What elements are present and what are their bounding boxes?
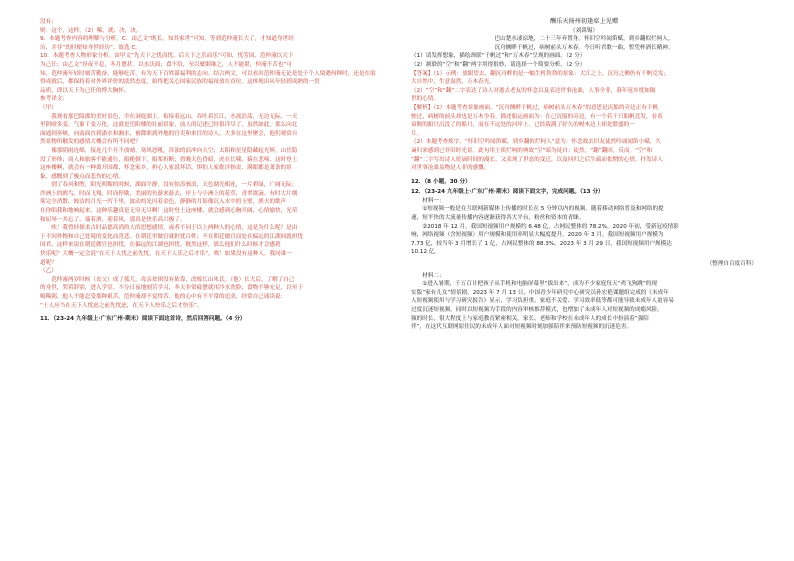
- analysis-line: 衰颓的船只沉没了的船只，而在不远处的河岸上，已经栽满了好久的树木边上却是繁盛的一: [411, 122, 635, 129]
- translation-line: 国君。这样来说在朝廷做官也担忧，在偏远的江湖也担忧。既然这样，那么他们什么时候才会感到: [40, 242, 281, 249]
- source-note: （整理自百度百科）: [706, 261, 757, 268]
- material-line: ①进入暑期，千万百计把孩子从手机和电脑屏幕里“拔出来”，成为不少家庭每天“鸡飞狗跳”的现: [422, 281, 657, 288]
- analysis-line: 驶过，病树的前头却也是万木争春。描述船运画面为：在已沉船的旁边，有一个若干只船帆竞发，看着: [411, 113, 663, 120]
- answer-line: （2）“空”和“翻”二字表达了诗人对逝去老友的怀念以及表达世事沧桑，人事全非，暮年返乡恍如隔: [411, 87, 656, 94]
- translation-line: 在你唱我和地响起来，这种乐趣真是无穷无尽啊！这时登上这座楼，就会感到心胸开阔、心情愉快，光荣: [40, 208, 298, 215]
- translation-line: 于不因外物和自己处境的变化而喜悲。在朝廷里做官就担忧百姓；不在朝廷做官而处在偏远的江湖间就担忧: [40, 233, 303, 240]
- translation-line: 然景物所触发的感情大概会有所不同吧？: [40, 139, 141, 146]
- translation-line: 的身世，哭着辞别，进入学堂。不分日夜地刻苦学习，冬天非常疲惫就用冷水洗脸；食物不够充足，以至于: [40, 285, 303, 292]
- material-line: 过度沉迷短视频。同时以短视频为手段的内容审核推荐模式，也增加了未成年人对短视频的成瘾风险。: [411, 307, 663, 313]
- translation-line: 面通到巫峡，向南面直到潇水和湘水，被降职到外地的官吏和来往的诗人，大多在这里聚会，他们观赏自: [40, 130, 298, 137]
- answer-line: 知，范仲淹年轻时刻苦勤奋，能够吃苦，有为天下百姓谋福利的志向。结合两文，可以看出范仲淹无论是处于个人境遇何种时，还是在取: [40, 70, 376, 77]
- question-item: （2）颔联的“空”和“翻”两字用得很妙，请选择一个简要分析。（2 分）: [411, 61, 586, 68]
- answer-line: 品质，即以天下为己任的博大胸怀。: [40, 87, 130, 94]
- translation-line: 这座楼啊，就会有一种离开国都、怀念家乡，担心人家说坏话、惧怕人家批评指责，满眼都是萧条的景: [40, 165, 292, 172]
- translation-heading: 参考译文：: [40, 96, 68, 103]
- answer-line: 大自然中，生意盎然，万木春光。: [411, 79, 495, 86]
- material-line: ②2018 年 12 月，我国短视频用户规模约 6.48 亿，占网民整体的 78.2%。2020 年初，受新冠疫情影: [422, 223, 679, 230]
- translation-line: 象，感慨到了极点而悲伤的心情。: [40, 173, 124, 180]
- poem-line: 巴山楚水凄凉地，二十三年弃置身。怀旧空吟闻笛赋，到乡翻似烂柯人。: [494, 36, 674, 43]
- answer-line: 10．本题考查人物形象分析。由甲文“先天下之忧而忧，后天下之乐而乐”可知，忧劳国，范仲淹以天下: [40, 53, 294, 60]
- translation-line: 雾完全消散，皎洁的月光一泻千里，波动的光闪着金色，静静的月影像沉入水中的玉璧，渔夫的歌声: [40, 199, 287, 206]
- translation-line: 没了形体；商人和旅客不能通行，船桅倒下，船桨折断；傍晚天色昏暗，虎在长啸，猿在悲啼，这时登上: [40, 156, 298, 163]
- analysis-line: 对世事沧桑及物是人非的感慨。: [411, 165, 490, 172]
- right-column: [411, 18, 757, 332]
- question-12-section: 12．（8 小题，30 分）: [411, 178, 471, 185]
- poem-title: 酬乐天扬州初逢席上见赠: [549, 18, 619, 25]
- material-line: 实版“家有儿女”情景剧。2023 年 7 月 13 日，中国青少年研究中心研究员孙宏艳课题组完成的《未成年: [411, 289, 669, 296]
- translation-line: 快乐呢？大概一定会说“在天下人忧之前先忧，在天下人乐之后才乐”。唉！如果没有这种人，我同谁一: [40, 251, 292, 258]
- material-line: 伴”，在这代互联网原住民的未成年人面对短视频时刻加强陪伴来预防短视频的沉迷危害。: [411, 324, 633, 331]
- answer-line: 得成就后，都保持着对外界评价的淡然态度，始终把关心国家民族的福祉放在首位。这体现出从年轻到成熟的一贯: [40, 79, 320, 86]
- analysis-line: “翻”二字写出诗人贬谪时间的漫长，又表现了世态的变迁，以及回归之后生疏而怅惘的心情，抒发诗人: [411, 156, 663, 163]
- translation-line: 我观看那巴陵郡的美好景色，全在洞庭湖上。衔接着远山，吞吐着长江，水流浩荡，无边无际，一天: [51, 113, 298, 120]
- material-heading: 材料一：: [422, 197, 445, 204]
- material-line: ①短视频一般是在互联网新媒体上传播的时长在 5 分钟以内的视频。随着移动网络普及和网络的提: [422, 206, 664, 213]
- analysis-line: 片。: [411, 130, 423, 137]
- question-item: （1）请发挥想象，描绘颈联“千帆过”和“万木春”呈现的画面。（2 分）: [411, 53, 586, 60]
- translation-line: 到了春风和煦，阳光明媚的时候，湖面平静，没有惊涛骇浪，天色湖光相连，一片碧绿，广阔无际；: [51, 182, 298, 189]
- answer-line: 历，并非“幼时便知身世经历”。故选 C。: [40, 44, 141, 51]
- translation-line: “士人应当在天下人忧虑之前先忧虑，在天下人快乐之后才快乐”。: [40, 302, 203, 309]
- poem-line: 沉舟侧畔千帆过，病树前头万木春。今日听君歌一曲，暂凭杯酒长精神。: [494, 44, 674, 51]
- translation-line: 像那阴雨连绵，接连几个月不放晴，寒风怒吼，浑浊的浪冲向天空；太阳和星星隐藏起光辉，山岳隐: [51, 147, 298, 154]
- answer-line: 【答案】（1）示例：放眼望去，翻沉舟畔的是一幅生机勃勃的景象：大江之上，沉舟之侧仍有千帆竞发；: [411, 70, 670, 77]
- analysis-line: 【解析】（1）本题考查景象画面。“沉舟侧畔千帆过，病树前头万木春”的意思是沉船的旁边正有千帆: [411, 104, 659, 111]
- analysis-line: 谪归来感到已非旧时光景。此句用王质烂柯的典故“空”暗为徒自；徒然。“翻”翻回，反而。“空”和: [411, 147, 653, 154]
- answer-line: 为己任；由乙文“昼夜不息，冬月惫甚，以水沃面；食不给，至以糜粥继之，人不能堪，仲淹不苦也”可: [40, 61, 292, 68]
- question-11-heading: 11．（23-24 九年级上·广东广州·期末）阅读下面这首诗，然后回答问题。（4 分）: [40, 316, 246, 323]
- material-heading: 材料二：: [422, 272, 445, 279]
- translation-part-b: （乙）: [40, 268, 57, 275]
- material-line: 速，短平快的大流量传播内容逐渐获得各大平台、粉丝和资本的青睐。: [411, 215, 585, 222]
- answer-line: 则：这个，这样。（2）稀，就；决，决。: [40, 27, 142, 34]
- translation-line: 道呢？: [40, 259, 57, 266]
- translation-line: 里阴晴多变，气象千变万化。这就是岳阳楼的壮丽景象，前人的记述已经很详尽了。虽然如此，那么向北: [40, 122, 298, 129]
- material-line: 人短视频使用与学习研究报告》显示，学习负担重、家庭不关爱、学习效率低等都可能导致未成年人更容易: [411, 298, 674, 305]
- question-12-heading: 12．（23-24 九年级上·广东广州·期末）阅读下面文字，完成问题。（13 分）: [411, 189, 604, 196]
- translation-line: 喝稀粥，他人不能忍受那种艰苦，范仲淹却不觉得苦。他的心中有不平常的追求，经常自己诵读说：: [40, 294, 287, 300]
- material-line: 7.73 亿，较当年 3 月增长了 1 亿，占网民整体的 88.3%。2023 年 3 月 29 日，我国短视频用户规模达: [411, 240, 672, 247]
- material-line: 频的时长，很大程度上与家庭教育紧密相关。家长、老师和学校在未成年人的成长中扮演着“强陪: [411, 315, 649, 322]
- answer-line: 世的心情。: [411, 96, 439, 103]
- material-line: 响，网络视频（含短视频）用户规模和使用率明显大幅度提升。2020 年 3 月，我国短视频用户规模为: [411, 232, 664, 239]
- translation-line: 和屈辱一并忘了，端着酒，迎着风，那真是快乐高兴极了。: [40, 216, 186, 223]
- translation-line: 范仲淹两岁时候（丧父）成了孤儿，母亲贫困没有依靠，改嫁长山朱氏。（他）长大后，了解了自己: [51, 276, 295, 283]
- analysis-line: （2）本题考查炼字。“怀旧空吟闻笛赋，到乡翻似烂柯人”意为：怀念故去旧友徒然吟诵闻笛小赋，久: [411, 139, 661, 146]
- answer-line: 9．本题考查内容的理解与分析。C．由乙文“既长，知其家世”可知，等到范仲淹长大了，才知道身世经: [40, 36, 294, 43]
- translation-line: 唉！我曾经探求古时品德高尚的人的思想感情，或者不同于以上两种人的心情，这是为什么呢？是由: [51, 225, 298, 232]
- translation-line: 沙洲上的鸥鸟，时而飞翔，时而停歇，美丽的鱼游来游去，岸上与小洲上的花草，青翠欲滴。有时大片烟: [40, 190, 298, 197]
- translation-part-a: （甲）: [40, 104, 57, 111]
- answer-line: 没有；: [40, 19, 57, 25]
- material-line: 10.12 亿。: [411, 249, 440, 256]
- left-column: [40, 18, 388, 324]
- poem-author: （刘禹锡）: [570, 27, 598, 34]
